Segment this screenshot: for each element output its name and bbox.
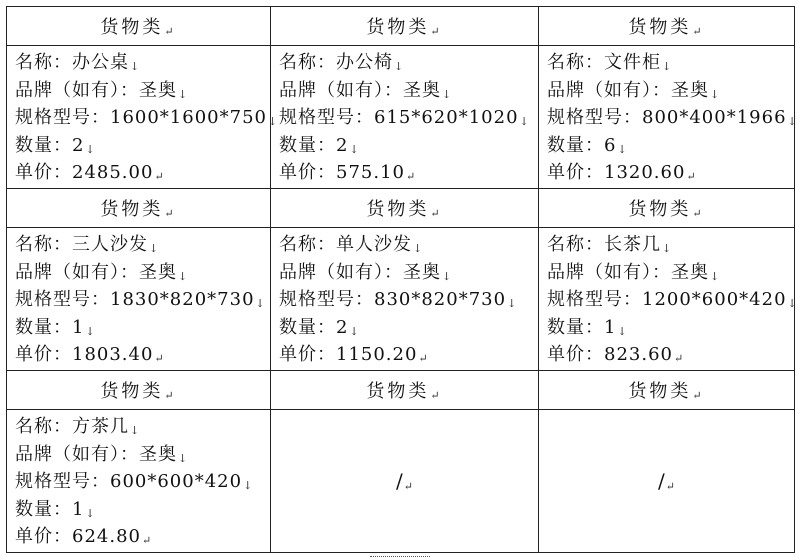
- detail-row: [7, 46, 795, 189]
- item-brand-line: 品牌（如有）：圣奥↓: [15, 443, 188, 465]
- format-mark: ↓: [787, 297, 797, 310]
- item-price-line: 单价：1150.20↵: [279, 344, 428, 365]
- format-mark: ↵: [686, 170, 696, 183]
- item-spec-line: 规格型号：615*620*1020↓: [279, 107, 529, 128]
- item-brand-line: 品牌（如有）：圣奥↓: [15, 261, 188, 283]
- item-price-line: 单价：624.80↵: [15, 526, 152, 547]
- format-mark: ↓: [507, 297, 517, 310]
- format-mark: ↓: [617, 324, 627, 338]
- format-mark: ↓: [85, 506, 95, 520]
- item-cell: [7, 228, 271, 371]
- item-spec-line: 规格型号：1830*820*730↓: [15, 289, 265, 310]
- item-cell: [539, 228, 795, 371]
- goods-category-header: 货物类↵: [539, 7, 795, 46]
- goods-category-header: 货物类↵: [7, 371, 271, 410]
- detail-row: [7, 228, 795, 371]
- format-mark: ↵: [403, 480, 413, 493]
- format-mark: ↓: [394, 60, 404, 73]
- format-mark: ↓: [178, 87, 188, 101]
- format-mark: ↓: [519, 115, 529, 128]
- goods-category-header: 货物类↵: [539, 371, 795, 410]
- format-mark: ↵: [154, 352, 164, 365]
- format-mark: ↓: [662, 60, 672, 73]
- format-mark: ↓: [662, 242, 672, 255]
- format-mark: ↓: [267, 115, 278, 128]
- item-price-line: 单价：823.60↵: [547, 344, 684, 365]
- format-mark: ↵: [154, 170, 164, 183]
- item-name-line: 名称：文件柜↓: [547, 52, 672, 73]
- empty-cell: /↵: [271, 410, 539, 553]
- next-page-fragment: [370, 556, 430, 560]
- format-mark: ↵: [673, 352, 684, 365]
- item-spec-line: 规格型号：1200*600*420↓: [547, 289, 797, 310]
- item-cell: [7, 46, 278, 189]
- format-mark: ↓: [710, 87, 720, 101]
- format-mark: ↓: [130, 424, 140, 437]
- item-brand-line: 品牌（如有）：圣奥↓: [547, 261, 720, 283]
- previous-page-fragment: [0, 0, 280, 5]
- format-mark: ↓: [149, 242, 159, 255]
- format-mark: ↓: [349, 142, 359, 156]
- item-brand-line: 品牌（如有）：圣奥↓: [279, 79, 452, 101]
- item-spec-line: 规格型号：1600*1600*750↓: [15, 107, 278, 128]
- item-price-line: 单价：1803.40↵: [15, 344, 164, 365]
- item-qty-line: 数量：1↓: [15, 498, 95, 520]
- format-mark: ↓: [442, 269, 452, 283]
- item-price-line: 单价：575.10↵: [279, 162, 416, 183]
- format-mark: ↵: [141, 534, 152, 547]
- format-mark: ↵: [430, 25, 443, 38]
- header-row: [7, 7, 795, 46]
- format-mark: ↓: [710, 269, 720, 283]
- item-qty-line: 数量：2↓: [15, 134, 95, 156]
- format-mark: ↓: [85, 142, 95, 156]
- item-qty-line: 数量：2↓: [279, 134, 359, 156]
- format-mark: ↵: [692, 389, 705, 402]
- format-mark: ↵: [405, 170, 416, 183]
- item-name-line: 名称：方茶几↓: [15, 416, 140, 437]
- format-mark: ↵: [430, 207, 443, 220]
- goods-category-header: 货物类↵: [271, 371, 539, 410]
- header-row: [7, 371, 795, 410]
- format-mark: ↓: [255, 297, 265, 310]
- item-qty-line: 数量：1↓: [15, 316, 95, 338]
- format-mark: ↵: [164, 389, 177, 402]
- format-mark: ↵: [665, 480, 675, 493]
- item-cell: [539, 46, 795, 189]
- format-mark: ↓: [178, 451, 188, 465]
- format-mark: ↵: [418, 352, 428, 365]
- item-name-line: 名称：三人沙发↓: [15, 234, 159, 255]
- item-price-line: 单价：2485.00↵: [15, 162, 164, 183]
- goods-category-header: 货物类↵: [7, 7, 271, 46]
- format-mark: ↓: [178, 269, 188, 283]
- goods-category-header: 货物类↵: [271, 7, 539, 46]
- goods-category-header: 货物类↵: [7, 189, 271, 228]
- format-mark: ↓: [85, 324, 95, 338]
- format-mark: ↓: [442, 87, 452, 101]
- item-spec-line: 规格型号：800*400*1966↓: [547, 107, 797, 128]
- detail-row: [7, 410, 795, 553]
- item-name-line: 名称：长茶几↓: [547, 234, 672, 255]
- item-name-line: 名称：单人沙发↓: [279, 234, 423, 255]
- header-row: [7, 189, 795, 228]
- format-mark: ↓: [243, 479, 253, 492]
- item-qty-line: 数量：1↓: [547, 316, 627, 338]
- goods-category-header: 货物类↵: [539, 189, 795, 228]
- item-spec-line: 规格型号：830*820*730↓: [279, 289, 517, 310]
- format-mark: ↵: [164, 25, 177, 38]
- item-brand-line: 品牌（如有）：圣奥↓: [547, 79, 720, 101]
- item-price-line: 单价：1320.60↵: [547, 162, 696, 183]
- format-mark: ↵: [164, 207, 177, 220]
- format-mark: ↵: [430, 389, 443, 402]
- item-brand-line: 品牌（如有）：圣奥↓: [15, 79, 188, 101]
- item-cell: [271, 228, 539, 371]
- item-name-line: 名称：办公椅↓: [279, 52, 404, 73]
- format-mark: ↵: [692, 25, 705, 38]
- format-mark: ↓: [617, 142, 627, 156]
- format-mark: ↵: [692, 207, 705, 220]
- item-brand-line: 品牌（如有）：圣奥↓: [279, 261, 452, 283]
- format-mark: ↓: [413, 242, 423, 255]
- format-mark: ↓: [349, 324, 359, 338]
- item-qty-line: 数量：6↓: [547, 134, 627, 156]
- item-qty-line: 数量：2↓: [279, 316, 359, 338]
- item-cell: [7, 410, 271, 553]
- format-mark: ↓: [787, 115, 797, 128]
- item-name-line: 名称：办公桌↓: [15, 52, 140, 73]
- goods-category-header: 货物类↵: [271, 189, 539, 228]
- goods-table: [6, 6, 795, 553]
- empty-cell: /↵: [539, 410, 795, 553]
- format-mark: ↓: [130, 60, 140, 73]
- item-spec-line: 规格型号：600*600*420↓: [15, 471, 253, 492]
- item-cell: [271, 46, 539, 189]
